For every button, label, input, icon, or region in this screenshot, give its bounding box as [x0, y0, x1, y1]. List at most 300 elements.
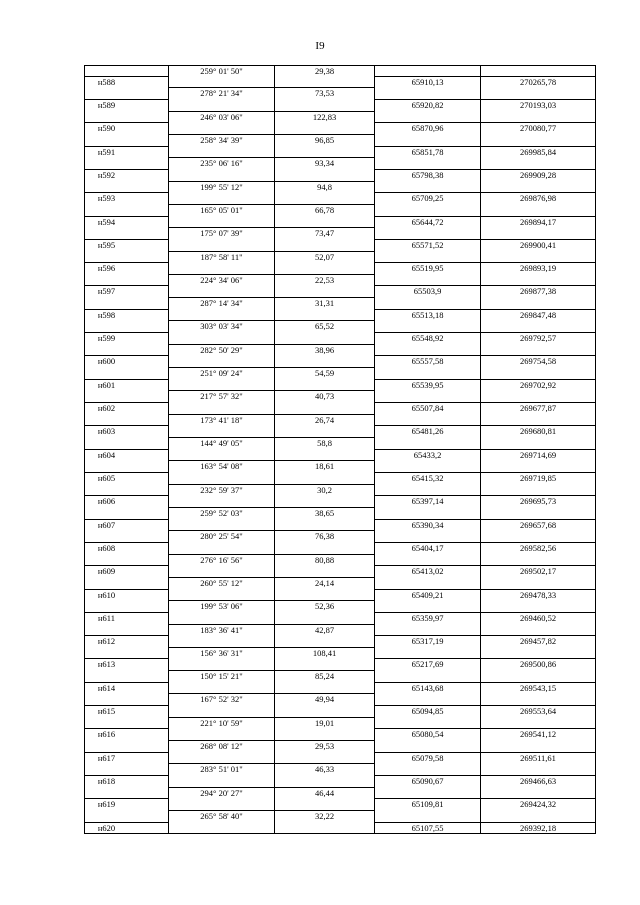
point-cell: [84, 706, 168, 718]
x-cell: [374, 135, 480, 147]
point-cell: [84, 578, 168, 590]
length-cell: [274, 100, 374, 112]
angle-cell: [168, 729, 274, 741]
angle-cell: 265° 58' 40": [168, 811, 274, 823]
length-cell: [274, 636, 374, 648]
x-cell: 65413,02: [374, 566, 480, 578]
x-cell: [374, 321, 480, 333]
angle-cell: [168, 147, 274, 159]
point-label: н591: [97, 146, 116, 157]
length-cell: 96,85: [274, 135, 374, 147]
length-cell: 29,53: [274, 741, 374, 753]
length-cell: [274, 659, 374, 671]
angle-cell: 199° 53' 06": [168, 601, 274, 613]
length-cell: 66,78: [274, 205, 374, 217]
angle-cell: [168, 356, 274, 368]
angle-cell: [168, 286, 274, 298]
y-cell: [480, 438, 596, 450]
angle-cell: [168, 823, 274, 835]
y-cell: 269792,57: [480, 333, 596, 345]
angle-cell: 283° 51' 01": [168, 764, 274, 776]
length-cell: [274, 147, 374, 159]
segment-row: [84, 671, 596, 683]
angle-cell: 144° 49' 05": [168, 438, 274, 450]
point-row: [84, 450, 596, 462]
x-cell: [374, 461, 480, 473]
x-cell: [374, 718, 480, 730]
point-row: [84, 729, 596, 741]
segment-row: [84, 788, 596, 800]
point-row: [84, 776, 596, 788]
point-label: н592: [97, 169, 116, 180]
point-label: н607: [97, 519, 116, 530]
segment-row: [84, 578, 596, 590]
angle-cell: 175° 07' 39": [168, 228, 274, 240]
segment-row: [84, 555, 596, 567]
point-label: н617: [97, 752, 116, 763]
point-label: н616: [97, 729, 116, 740]
angle-cell: 163° 54' 08": [168, 461, 274, 473]
point-cell: [84, 718, 168, 730]
point-cell: [84, 112, 168, 124]
point-cell: [84, 764, 168, 776]
point-row: [84, 636, 596, 648]
angle-cell: 224° 34' 06": [168, 275, 274, 287]
y-cell: [480, 158, 596, 170]
angle-cell: [168, 77, 274, 89]
length-cell: [274, 566, 374, 578]
length-cell: 46,44: [274, 788, 374, 800]
x-cell: [374, 345, 480, 357]
point-cell: [84, 65, 168, 77]
x-cell: 65409,21: [374, 590, 480, 602]
segment-row: [84, 531, 596, 543]
length-cell: [274, 77, 374, 89]
x-cell: 65359,97: [374, 613, 480, 625]
length-cell: 108,41: [274, 648, 374, 660]
y-cell: 269900,41: [480, 240, 596, 252]
y-cell: [480, 368, 596, 380]
x-cell: 65513,18: [374, 310, 480, 322]
length-cell: [274, 590, 374, 602]
point-label: н608: [97, 542, 116, 553]
point-row: [84, 706, 596, 718]
angle-cell: 268° 08' 12": [168, 741, 274, 753]
y-cell: 269511,61: [480, 753, 596, 765]
point-row: [84, 496, 596, 508]
length-cell: [274, 473, 374, 485]
length-cell: [274, 356, 374, 368]
x-cell: [374, 275, 480, 287]
point-cell: [84, 659, 168, 671]
angle-cell: 260° 55' 12": [168, 578, 274, 590]
point-cell: [84, 508, 168, 520]
point-label: н618: [97, 776, 116, 787]
y-cell: 269695,73: [480, 496, 596, 508]
x-cell: 65571,52: [374, 240, 480, 252]
y-cell: 269680,81: [480, 426, 596, 438]
point-cell: [84, 252, 168, 264]
angle-cell: [168, 520, 274, 532]
point-row: [84, 753, 596, 765]
point-cell: [84, 135, 168, 147]
x-cell: 65870,96: [374, 123, 480, 135]
point-cell: [84, 753, 168, 765]
segment-row: [84, 345, 596, 357]
x-cell: [374, 811, 480, 823]
point-label: н599: [97, 333, 116, 344]
angle-cell: 287° 14' 34": [168, 298, 274, 310]
x-cell: [374, 415, 480, 427]
angle-cell: [168, 799, 274, 811]
point-cell: [84, 520, 168, 532]
segment-row: [84, 764, 596, 776]
y-cell: [480, 718, 596, 730]
angle-cell: [168, 403, 274, 415]
y-cell: 269714,69: [480, 450, 596, 462]
segment-row: [84, 112, 596, 124]
length-cell: [274, 403, 374, 415]
segment-row: [84, 648, 596, 660]
length-cell: 38,96: [274, 345, 374, 357]
y-cell: [480, 811, 596, 823]
y-cell: [480, 741, 596, 753]
angle-cell: [168, 636, 274, 648]
point-cell: [84, 788, 168, 800]
point-label: н620: [97, 822, 116, 833]
length-cell: [274, 240, 374, 252]
x-cell: 65503,9: [374, 286, 480, 298]
point-row: [84, 683, 596, 695]
length-cell: 73,47: [274, 228, 374, 240]
angle-cell: [168, 426, 274, 438]
length-cell: 54,59: [274, 368, 374, 380]
length-cell: [274, 333, 374, 345]
x-cell: 65090,67: [374, 776, 480, 788]
x-cell: 65094,85: [374, 706, 480, 718]
point-row: [84, 590, 596, 602]
point-cell: [84, 345, 168, 357]
y-cell: 269657,68: [480, 520, 596, 532]
segment-row: [84, 135, 596, 147]
y-cell: 269909,28: [480, 170, 596, 182]
x-cell: 65143,68: [374, 683, 480, 695]
y-cell: 269894,17: [480, 217, 596, 229]
length-cell: [274, 380, 374, 392]
angle-cell: 280° 25' 54": [168, 531, 274, 543]
point-cell: [84, 310, 168, 322]
point-cell: [84, 438, 168, 450]
y-cell: 269553,64: [480, 706, 596, 718]
angle-cell: 282° 50' 29": [168, 345, 274, 357]
x-cell: 65709,25: [374, 193, 480, 205]
point-cell: [84, 333, 168, 345]
segment-row: [84, 228, 596, 240]
y-cell: 269754,58: [480, 356, 596, 368]
y-cell: [480, 694, 596, 706]
length-cell: [274, 520, 374, 532]
y-cell: [480, 625, 596, 637]
length-cell: 18,61: [274, 461, 374, 473]
x-cell: [374, 368, 480, 380]
point-cell: [84, 741, 168, 753]
x-cell: 65519,95: [374, 263, 480, 275]
point-cell: [84, 77, 168, 89]
point-row: [84, 217, 596, 229]
y-cell: [480, 228, 596, 240]
point-row: [84, 426, 596, 438]
y-cell: [480, 205, 596, 217]
x-cell: 65920,82: [374, 100, 480, 112]
point-row: [84, 823, 596, 835]
point-label: н604: [97, 449, 116, 460]
segment-row: [84, 811, 596, 823]
y-cell: [480, 182, 596, 194]
point-cell: [84, 356, 168, 368]
length-cell: [274, 706, 374, 718]
x-cell: 65217,69: [374, 659, 480, 671]
point-row: [84, 333, 596, 345]
coordinates-table: [84, 65, 596, 834]
angle-cell: 251° 09' 24": [168, 368, 274, 380]
point-cell: [84, 625, 168, 637]
y-cell: 269460,52: [480, 613, 596, 625]
angle-cell: [168, 263, 274, 275]
angle-cell: [168, 380, 274, 392]
x-cell: [374, 485, 480, 497]
y-cell: 269677,87: [480, 403, 596, 415]
angle-cell: 276° 16' 56": [168, 555, 274, 567]
angle-cell: [168, 659, 274, 671]
x-cell: [374, 438, 480, 450]
length-cell: [274, 496, 374, 508]
segment-row: [84, 298, 596, 310]
x-cell: [374, 625, 480, 637]
x-cell: 65539,95: [374, 380, 480, 392]
y-cell: 269478,33: [480, 590, 596, 602]
x-cell: [374, 228, 480, 240]
y-cell: 269424,32: [480, 799, 596, 811]
point-label: н594: [97, 216, 116, 227]
length-cell: [274, 799, 374, 811]
point-cell: [84, 601, 168, 613]
x-cell: 65390,34: [374, 520, 480, 532]
x-cell: [374, 158, 480, 170]
point-cell: [84, 170, 168, 182]
page-number: I9: [315, 40, 325, 52]
point-row: [84, 520, 596, 532]
angle-cell: [168, 613, 274, 625]
x-cell: 65107,55: [374, 823, 480, 835]
x-cell: [374, 298, 480, 310]
point-row: [84, 356, 596, 368]
angle-cell: 258° 34' 39": [168, 135, 274, 147]
angle-cell: 221° 10' 59": [168, 718, 274, 730]
y-cell: 269466,63: [480, 776, 596, 788]
x-cell: 65548,92: [374, 333, 480, 345]
point-row: [84, 100, 596, 112]
angle-cell: 173° 41' 18": [168, 415, 274, 427]
angle-cell: 150° 15' 21": [168, 671, 274, 683]
point-cell: [84, 286, 168, 298]
y-cell: [480, 461, 596, 473]
length-cell: [274, 823, 374, 835]
y-cell: [480, 764, 596, 776]
y-cell: 269541,12: [480, 729, 596, 741]
y-cell: 270265,78: [480, 77, 596, 89]
y-cell: [480, 298, 596, 310]
length-cell: [274, 683, 374, 695]
point-label: н612: [97, 636, 116, 647]
length-cell: [274, 450, 374, 462]
y-cell: 269893,19: [480, 263, 596, 275]
x-cell: [374, 694, 480, 706]
y-cell: [480, 135, 596, 147]
length-cell: [274, 170, 374, 182]
point-cell: [84, 321, 168, 333]
x-cell: 65507,84: [374, 403, 480, 415]
segment-row: [84, 205, 596, 217]
angle-cell: 232° 59' 37": [168, 485, 274, 497]
length-cell: 38,65: [274, 508, 374, 520]
point-label: н613: [97, 659, 116, 670]
angle-cell: 294° 20' 27": [168, 788, 274, 800]
length-cell: [274, 263, 374, 275]
length-cell: [274, 426, 374, 438]
point-label: н615: [97, 706, 116, 717]
x-cell: 65079,58: [374, 753, 480, 765]
length-cell: [274, 753, 374, 765]
point-row: [84, 543, 596, 555]
point-label: н611: [98, 612, 115, 623]
x-cell: 65557,58: [374, 356, 480, 368]
x-cell: [374, 65, 480, 77]
length-cell: [274, 193, 374, 205]
point-cell: [84, 88, 168, 100]
angle-cell: [168, 496, 274, 508]
length-cell: 122,83: [274, 112, 374, 124]
point-cell: [84, 461, 168, 473]
angle-cell: 278° 21' 34": [168, 88, 274, 100]
point-row: [84, 473, 596, 485]
length-cell: [274, 286, 374, 298]
angle-cell: [168, 310, 274, 322]
x-cell: [374, 112, 480, 124]
y-cell: 269877,38: [480, 286, 596, 298]
point-cell: [84, 823, 168, 835]
point-cell: [84, 205, 168, 217]
length-cell: 49,94: [274, 694, 374, 706]
angle-cell: [168, 170, 274, 182]
point-row: [84, 147, 596, 159]
segment-row: [84, 88, 596, 100]
point-label: н600: [97, 356, 116, 367]
angle-cell: [168, 100, 274, 112]
angle-cell: [168, 753, 274, 765]
point-label: н610: [97, 589, 116, 600]
point-cell: [84, 671, 168, 683]
segment-row: [84, 275, 596, 287]
y-cell: 269702,92: [480, 380, 596, 392]
angle-cell: 183° 36' 41": [168, 625, 274, 637]
y-cell: [480, 112, 596, 124]
y-cell: [480, 671, 596, 683]
segment-row: [84, 461, 596, 473]
point-cell: [84, 158, 168, 170]
y-cell: 269543,15: [480, 683, 596, 695]
y-cell: [480, 88, 596, 100]
point-row: [84, 263, 596, 275]
length-cell: 24,14: [274, 578, 374, 590]
x-cell: [374, 531, 480, 543]
length-cell: [274, 613, 374, 625]
point-label: н597: [97, 286, 116, 297]
point-row: [84, 613, 596, 625]
point-cell: [84, 694, 168, 706]
x-cell: [374, 205, 480, 217]
segment-row: [84, 158, 596, 170]
point-cell: [84, 613, 168, 625]
point-label: н605: [97, 472, 116, 483]
point-cell: [84, 380, 168, 392]
y-cell: [480, 321, 596, 333]
y-cell: 269847,48: [480, 310, 596, 322]
point-row: [84, 286, 596, 298]
segment-row: [84, 65, 596, 77]
x-cell: [374, 601, 480, 613]
y-cell: [480, 485, 596, 497]
length-cell: 58,8: [274, 438, 374, 450]
segment-row: [84, 252, 596, 264]
angle-cell: [168, 240, 274, 252]
y-cell: 269502,17: [480, 566, 596, 578]
segment-row: [84, 321, 596, 333]
angle-cell: [168, 333, 274, 345]
x-cell: 65415,32: [374, 473, 480, 485]
point-cell: [84, 799, 168, 811]
point-row: [84, 380, 596, 392]
angle-cell: 246° 03' 06": [168, 112, 274, 124]
point-cell: [84, 496, 168, 508]
point-cell: [84, 193, 168, 205]
angle-cell: [168, 543, 274, 555]
angle-cell: 167° 52' 32": [168, 694, 274, 706]
length-cell: [274, 310, 374, 322]
point-cell: [84, 648, 168, 660]
point-cell: [84, 368, 168, 380]
angle-cell: 187° 58' 11": [168, 252, 274, 264]
length-cell: 31,31: [274, 298, 374, 310]
x-cell: [374, 648, 480, 660]
segment-row: [84, 694, 596, 706]
angle-cell: [168, 566, 274, 578]
y-cell: 269719,85: [480, 473, 596, 485]
length-cell: [274, 217, 374, 229]
point-cell: [84, 729, 168, 741]
x-cell: 65080,54: [374, 729, 480, 741]
length-cell: 19,01: [274, 718, 374, 730]
point-cell: [84, 240, 168, 252]
x-cell: 65481,26: [374, 426, 480, 438]
segment-row: [84, 368, 596, 380]
point-label: н589: [97, 99, 116, 110]
x-cell: [374, 555, 480, 567]
length-cell: [274, 123, 374, 135]
y-cell: [480, 508, 596, 520]
y-cell: [480, 601, 596, 613]
point-row: [84, 193, 596, 205]
point-label: н603: [97, 426, 116, 437]
